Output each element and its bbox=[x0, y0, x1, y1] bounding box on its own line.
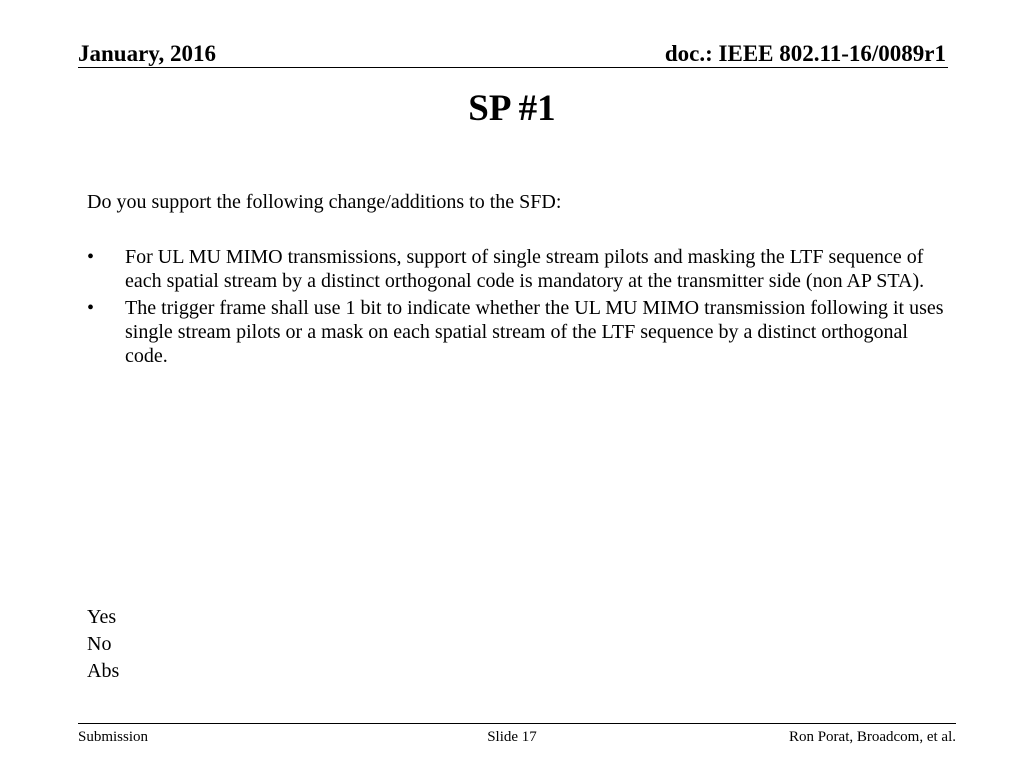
bullet-item bbox=[87, 245, 947, 293]
vote-abs: Abs bbox=[87, 660, 120, 682]
bullet-item bbox=[87, 296, 947, 368]
slide-title: SP #1 bbox=[468, 88, 556, 129]
vote-yes: Yes bbox=[87, 606, 117, 628]
bullet-marker: • bbox=[87, 246, 95, 268]
header-divider bbox=[78, 67, 948, 68]
header-date: January, 2016 bbox=[78, 41, 217, 66]
header-doc-id: doc.: IEEE 802.11-16/0089r1 bbox=[664, 41, 946, 66]
bullet-marker: • bbox=[87, 297, 95, 319]
footer-authors: Ron Porat, Broadcom, et al. bbox=[788, 729, 956, 745]
bullet-text: For UL MU MIMO transmissions, support of single stream pilots and masking the LTF sequence of each spatial stream by a distinct orthogonal code is mandatory at the transmitter side (non AP STA). bbox=[125, 246, 925, 292]
vote-no: No bbox=[87, 633, 112, 655]
vote-options bbox=[87, 604, 119, 685]
bullet-text: The trigger frame shall use 1 bit to indicate whether the UL MU MIMO transmission following it uses single stream pilots or a mask on each spatial stream of the LTF sequence by a distinct orthogonal code. bbox=[125, 297, 944, 367]
bullet-list bbox=[87, 245, 947, 371]
footer-divider bbox=[78, 723, 956, 724]
footer-submission: Submission bbox=[78, 729, 149, 745]
intro-question: Do you support the following change/additions to the SFD: bbox=[87, 191, 562, 213]
footer-slide-number: Slide 17 bbox=[487, 729, 537, 745]
